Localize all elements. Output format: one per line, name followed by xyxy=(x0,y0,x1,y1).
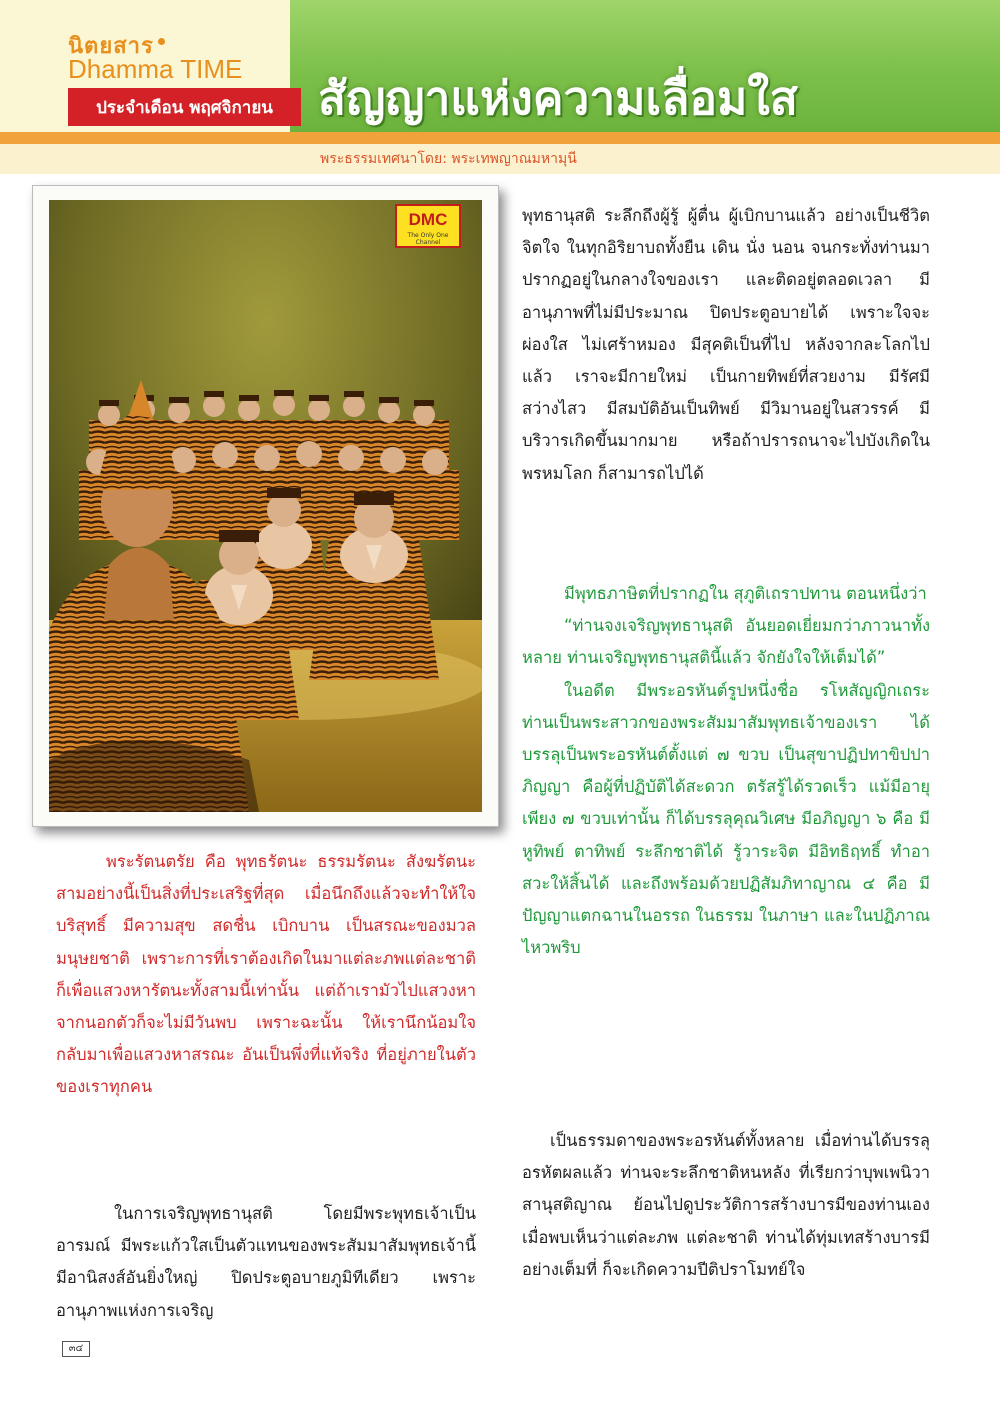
right-paragraph-3: เป็นธรรมดาของพระอรหันต์ทั้งหลาย เมื่อท่านได้บรรลุอรหัตผลแล้ว ท่านจะระลึกชาติหนหลัง ที่เรียกว่าบุพเพนิวาสานุสติญาณ ย้อนไปดูประวัติการสร้างบารมีของท่านเอง เมื่อพบเห็นว่าแต่ละภพ แต่ละชาติ ท่านได้ทุ่มเทสร้างบารมีอย่างเต็มที่ ก็จะเกิดความปีติปราโมทย์ใจ xyxy=(522,1131,930,1279)
dmc-logo-text: DMC xyxy=(408,210,448,229)
dmc-logo xyxy=(395,204,461,248)
magazine-name-thai: นิตยสาร xyxy=(68,34,154,59)
dmc-logo-subtext: The Only One Channel xyxy=(407,232,449,246)
right-paragraph-1: พุทธานุสติ ระลึกถึงผู้รู้ ผู้ตื่น ผู้เบิกบานแล้ว อย่างเป็นชีวิตจิตใจ ในทุกอิริยาบถทั้งยืน เดิน นั่ง นอน จนกระทั่งท่านมาปรากฏอยู่ในกลางใจของเรา และติดอยู่ตลอดเวลา มีอานุภาพที่ไม่มีประมาณ ปิดประตูอบายได้ เพราะใจจะผ่องใส ไม่เศร้าหมอง มีสุคติเป็นที่ไป หลังจากละโลกไปแล้ว เราจะมีกายใหม่ เป็นกายทิพย์ที่สวยงาม มีรัศมีสว่างไสว มีสมบัติอันเป็นทิพย์ มีวิมานอยู่ในสวรรค์ มีบริวารเกิดขึ้นมากมาย หรือถ้าปรารถนาจะไปบังเกิดในพรหมโลก ก็สามารถไปได้ xyxy=(522,206,930,483)
green-quote: “ท่านจงเจริญพุทธานุสติ อันยอดเยี่ยมกว่าภาวนาทั้งหลาย ท่านเจริญพุทธานุสตินี้แล้ว จักยังใจให้เต็มได้” xyxy=(522,616,930,668)
page-title: สัญญาแห่งความเลื่อมใส xyxy=(318,71,798,125)
buddha-teaching-illustration xyxy=(49,200,482,812)
left-red-paragraph: พระรัตนตรัย คือ พุทธรัตนะ ธรรมรัตนะ สังฆรัตนะ สามอย่างนี้เป็นสิ่งที่ประเสริฐที่สุด เมื่อนึกถึงแล้วจะทำให้ใจบริสุทธิ์ มีความสุข สดชื่น เบิกบาน เป็นสรณะของมวลมนุษยชาติ เพราะการที่เราต้องเกิดในมาแต่ละภพแต่ละชาติ ก็เพื่อแสวงหารัตนะทั้งสามนี้เท่านั้น แต่ถ้าเรามัวไปแสวงหาจากนอกตัวก็จะไม่มีวันพบ เพราะฉะนั้น ให้เรานึกน้อมใจกลับมาเพื่อแสวงหาสรณะ อันเป็นพึ่งที่แท้จริง ที่อยู่ภายในตัวของเราทุกคน xyxy=(56,852,476,1097)
right-green-block xyxy=(522,578,930,964)
magazine-name-en: Dhamma TIME xyxy=(68,54,243,84)
left-paragraph-2: ในการเจริญพุทธานุสติ โดยมีพระพุทธเจ้าเป็นอารมณ์ มีพระแก้วใสเป็นตัวแทนของพระสัมมาสัมพุทธเจ้านี้ มีอานิสงส์อันยิ่งใหญ่ ปิดประตูอบายภูมิทีเดียว เพราะอานุภาพแห่งการเจริญ xyxy=(56,1204,476,1320)
magazine-dot-icon xyxy=(158,38,165,45)
illustration-frame xyxy=(32,185,499,827)
green-paragraph-1: มีพุทธภาษิตที่ปรากฏใน สุภูติเถราปทาน ตอนหนึ่งว่า xyxy=(564,584,927,603)
byline: พระธรรมเทศนาโดย: พระเทพญาณมหามุนี xyxy=(320,151,577,167)
page-number: ๓๔ xyxy=(62,1341,90,1357)
issue-label: ประจำเดือน พฤศจิกายน xyxy=(68,88,301,126)
green-paragraph-2: ในอดีต มีพระอรหันต์รูปหนึ่งชื่อ รโหสัญญิกเถระ ท่านเป็นพระสาวกของพระสัมมาสัมพุทธเจ้าของเรา ได้บรรลุเป็นพระอรหันต์ตั้งแต่ ๗ ขวบ เป็นสุขาปฏิปทาขิปปาภิญญา คือผู้ที่ปฏิบัติได้สะดวก ตรัสรู้ได้รวดเร็ว แม้มีอายุเพียง ๗ ขวบเท่านั้น ก็ได้บรรลุคุณวิเศษ มีอภิญญา ๖ คือ มีหูทิพย์ ตาทิพย์ ระลึกชาติได้ รู้วาระจิต มีอิทธิฤทธิ์ ทำอาสวะให้สิ้นได้ และถึงพร้อมด้วยปฏิสัมภิทาญาณ ๔ คือ มีปัญญาแตกฉานในอรรถ ในธรรม ในภาษา และในปฏิภาณไหวพริบ xyxy=(522,680,930,958)
